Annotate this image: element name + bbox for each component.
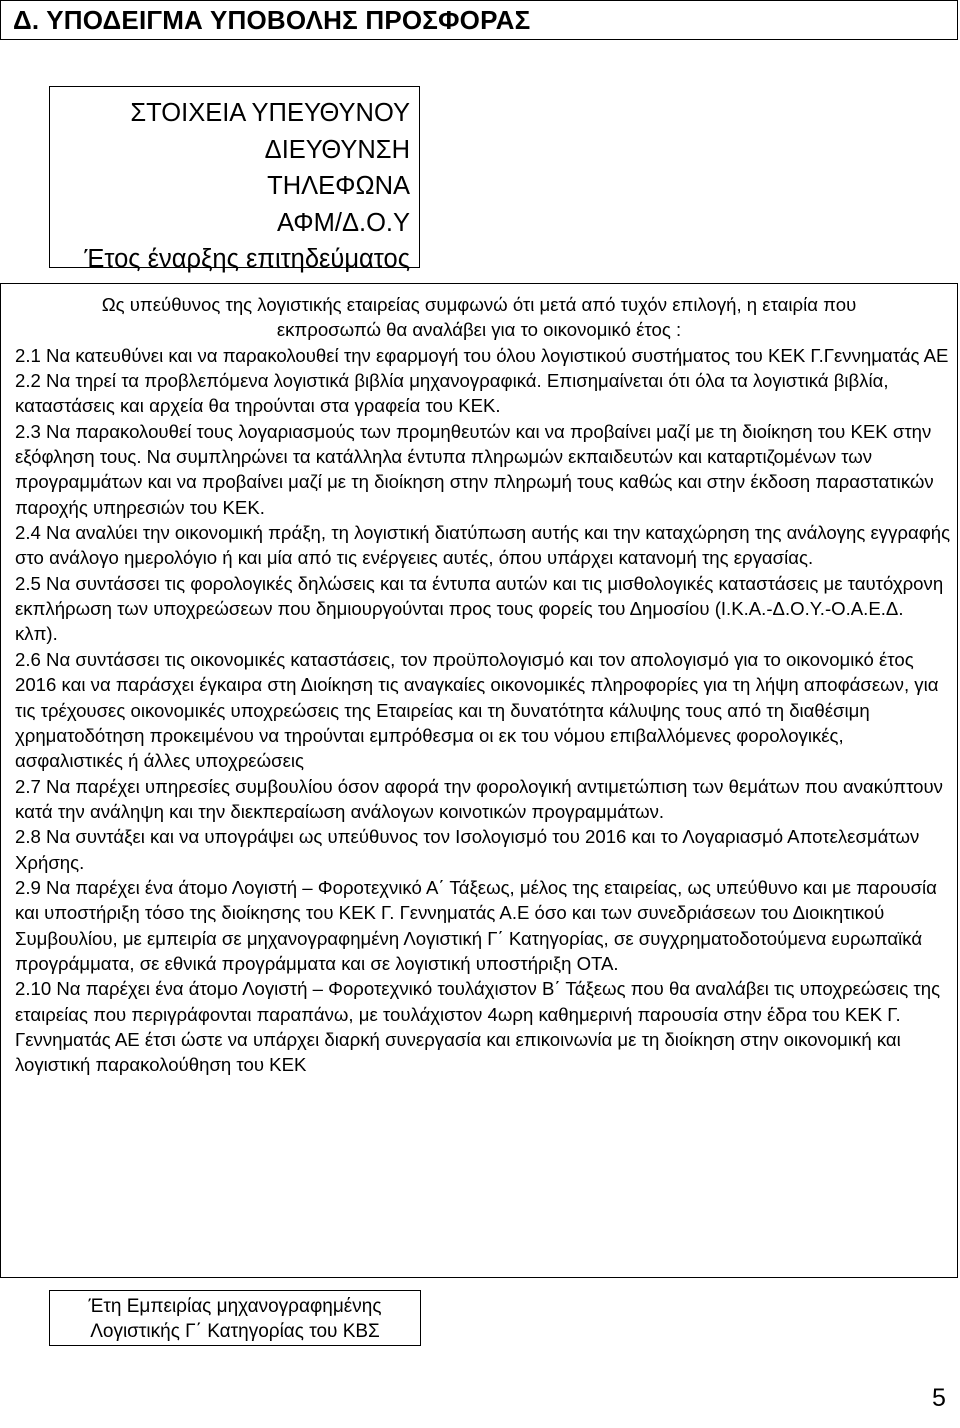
phones-field: ΤΗΛΕΦΩΝΑ <box>267 172 410 200</box>
experience-label-line: Έτη Εμπειρίας μηχανογραφημένης <box>88 1296 382 1317</box>
experience-years-box <box>49 1290 421 1346</box>
duty-2-1: 2.1 Να κατευθύνει και να παρακολουθεί την εφαρμογή του όλου λογιστικού συστήματος του ΚΕΚ Γ.Γεννηματάς ΑΕ <box>15 344 949 366</box>
duty-2-2: 2.2 Να τηρεί τα προβλεπόμενα λογιστικά βιβλία μηχανογραφικά. Επισημαίνεται ότι όλα τα λογιστικά βιβλία, καταστάσεις και αρχεία θα τηρούνται στα γραφεία του ΚΕΚ. <box>15 370 889 417</box>
responsible-person-field: ΣΤΟΙΧΕΙΑ ΥΠΕΥΘΥΝΟΥ <box>130 99 410 127</box>
experience-label-line: Λογιστικής Γ΄ Κατηγορίας του ΚΒΣ <box>90 1321 380 1342</box>
intro-line: Ως υπεύθυνος της λογιστικής εταιρείας συμφωνώ ότι μετά από τυχόν επιλογή, η εταιρία που <box>101 294 857 315</box>
duty-2-10: 2.10 Να παρέχει ένα άτομο Λογιστή – Φοροτεχνικό τουλάχιστον Β΄ Τάξεως που θα αναλάβει τις υποχρεώσεις της εταιρείας που περιγράφονται παραπάνω, με τουλάχιστον 4ωρη καθημερινή παρουσία στην έδρα του ΚΕΚ Γ. Γεννηματάς ΑΕ έτσι ώστε να υπάρχει διαρκή συνεργασία και επικοινωνία με τη διοίκηση στην οικονομική και λογιστική παρακολούθηση του ΚΕΚ <box>15 978 941 1076</box>
duty-2-4: 2.4 Να αναλύει την οικονομική πράξη, τη λογιστική διατύπωση αυτής και την καταχώρηση της ανάλογης εγγραφής στο ανάλογο ημερολόγιο ή και μία από τις ενέργειες αυτές, όπου υπάρχει κατανομή της εργασίας. <box>15 522 951 569</box>
business-start-year-field: Έτος έναρξης επιτηδεύματος <box>84 245 410 273</box>
duty-2-3: 2.3 Να παρακολουθεί τους λογαριασμούς των προμηθευτών και να προβαίνει μαζί με τη διοίκηση του ΚΕΚ στην εξόφληση τους. Να συμπληρώνει τα κατάλληλα έντυπα πληρωμών εκπαιδευτών και καταρτιζομένων των προγραμμάτων και να προβαίνει μαζί με τη διοίκηση στην πληρωμή τους καθώς και στην έκδοση παραστατικών παροχής υπηρεσιών του ΚΕΚ. <box>15 420 934 518</box>
duty-2-7: 2.7 Να παρέχει υπηρεσίες συμβουλίου όσον αφορά την φορολογική αντιμετώπιση των θεμάτων που ανακύπτουν κατά την ανάληψη και την διεκπεραίωση ανάλογων κοινοτικών προγραμμάτων. <box>15 775 943 822</box>
intro-line: εκπροσωπώ θα αναλάβει για το οικονομικό έτος : <box>276 319 682 341</box>
duty-2-6: 2.6 Να συντάσσει τις οικονομικές καταστάσεις, τον προϋπολογισμό και τον απολογισμό για το οικονομικό έτος 2016 και να παράσχει έγκαιρα στη Διοίκηση τις αναγκαίες οικονομικές πληροφορίες για τη λήψη αποφάσεων, για τις τρέχουσες οικονομικές υποχρεώσεις της Εταιρείας και τη δυνατότητα κάλυψης τους από τη διαθέσιμη χρηματοδότηση προκειμένου να τηρούνται εμπρόθεσμα οι εκ του νόμου επιβαλλόμενες φορολογικές, ασφαλιστικές ή άλλες υποχρεώσεις <box>15 648 939 772</box>
page-number: 5 <box>932 1384 946 1412</box>
address-field: ΔΙΕΥΘΥΝΣΗ <box>264 135 410 164</box>
tax-id-field: ΑΦΜ/Δ.Ο.Υ <box>277 208 410 237</box>
offer-declaration-box <box>0 283 958 1278</box>
contact-details-box <box>49 86 420 273</box>
section-title: Δ. ΥΠΟΔΕΙΓΜΑ ΥΠΟΒΟΛΗΣ ΠΡΟΣΦΟΡΑΣ <box>0 0 958 40</box>
declaration-intro <box>15 292 957 343</box>
duty-2-8: 2.8 Να συντάξει και να υπογράψει ως υπεύθυνος τον Ισολογισμό του 2016 και το Λογαριασμό Αποτελεσμάτων Χρήσης. <box>15 826 920 873</box>
duty-2-9: 2.9 Να παρέχει ένα άτομο Λογιστή – Φοροτεχνικό Α΄ Τάξεως, μέλος της εταιρείας, ως υπεύθυνο και με παρουσία και υποστήριξη τόσο της διοίκησης του ΚΕΚ Γ. Γεννηματάς Α.Ε όσο και των συνεδριάσεων του Διοικητικού Συμβουλίου, με εμπειρία σε μηχανογραφημένη Λογιστική Γ΄ Κατηγορίας, σε συγχρηματοδοτούμενα ευρωπαϊκά προγράμματα, σε εθνικά προγράμματα και σε λογιστική υποστήριξη ΟΤΑ. <box>15 876 937 974</box>
duty-2-5: 2.5 Να συντάσσει τις φορολογικές δηλώσεις και τα έντυπα αυτών και τις μισθολογικές καταστάσεις με ταυτόχρονη εκπλήρωση των υποχρεώσεων που δημιουργούνται προς τους φορείς του Δημοσίου (Ι.Κ.Α.-Δ.Ο.Υ.-Ο.Α.Ε.Δ. κλπ). <box>15 572 944 645</box>
